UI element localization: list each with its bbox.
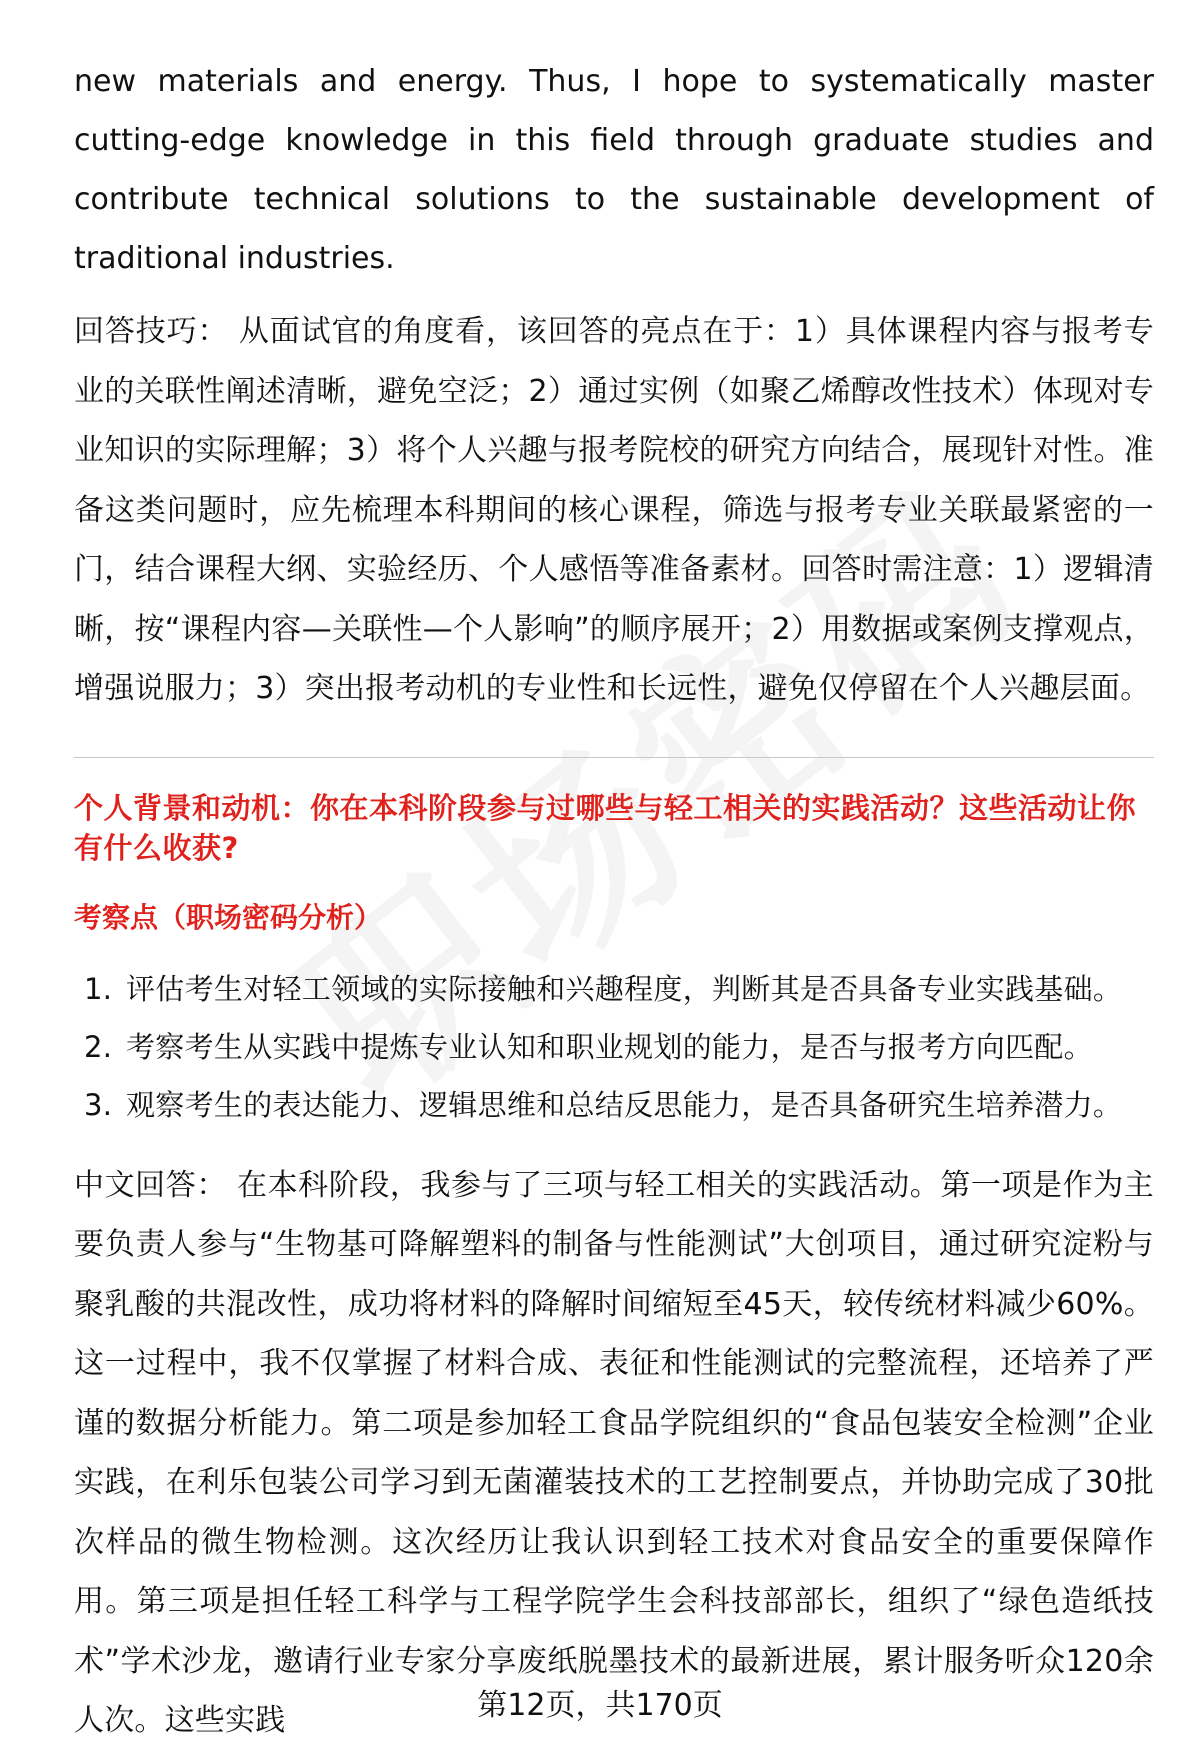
page-content xyxy=(74,52,1154,1751)
exam-points-heading: 考察点（职场密码分析） xyxy=(74,900,383,934)
intro-paragraph: new materials and energy. Thus, I hope to systematically master cutting-edge knowledge in this field through graduate studies and contribute technical solutions to the sustainable development of traditional industries. xyxy=(74,64,1154,276)
answer-tips-paragraph: 回答技巧： 从面试官的角度看，该回答的亮点在于：1）具体课程内容与报考专业的关联性阐述清晰，避免空泛；2）通过实例（如聚乙烯醇改性技术）体现对专业知识的实际理解；3）将个人兴趣与报考院校的研究方向结合，展现针对性。准备这类问题时，应先梳理本科期间的核心课程，筛选与报考专业关联最紧密的一门，结合课程大纲、实验经历、个人感悟等准备素材。回答时需注意：1）逻辑清晰，按“课程内容—关联性—个人影响”的顺序展开；2）用数据或案例支撑观点，增强说服力；3）突出报考动机的专业性和长远性，避免仅停留在个人兴趣层面。 xyxy=(74,314,1154,706)
chinese-answer-paragraph: 中文回答： 在本科阶段，我参与了三项与轻工相关的实践活动。第一项是作为主要负责人参与“生物基可降解塑料的制备与性能测试”大创项目，通过研究淀粉与聚乳酸的共混改性，成功将材料的降解时间缩短至45天，较传统材料减少60%。这一过程中，我不仅掌握了材料合成、表征和性能测试的完整流程，还培养了严谨的数据分析能力。第二项是参加轻工食品学院组织的“食品包装安全检测”企业实践，在利乐包装公司学习到无菌灌装技术的工艺控制要点，并协助完成了30批次样品的微生物检测。这次经历让我认识到轻工技术对食品安全的重要保障作用。第三项是担任轻工科学与工程学院学生会科技部部长，组织了“绿色造纸技术”学术沙龙，邀请行业专家分享废纸脱墨技术的最新进展，累计服务听众120余人次。这些实践 xyxy=(74,1167,1154,1738)
exam-points-list xyxy=(74,960,1154,1134)
list-item: 3. 观察考生的表达能力、逻辑思维和总结反思能力，是否具备研究生培养潜力。 xyxy=(84,1087,1123,1122)
section-divider xyxy=(74,757,1154,758)
list-item: 2. 考察考生从实践中提炼专业认知和职业规划的能力，是否与报考方向匹配。 xyxy=(84,1029,1093,1064)
page-number: 第12页，共170页 xyxy=(477,1688,723,1723)
list-item: 1. 评估考生对轻工领域的实际接触和兴趣程度，判断其是否具备专业实践基础。 xyxy=(84,971,1123,1006)
question-heading: 个人背景和动机：你在本科阶段参与过哪些与轻工相关的实践活动？这些活动让你有什么收获? xyxy=(74,790,1137,865)
